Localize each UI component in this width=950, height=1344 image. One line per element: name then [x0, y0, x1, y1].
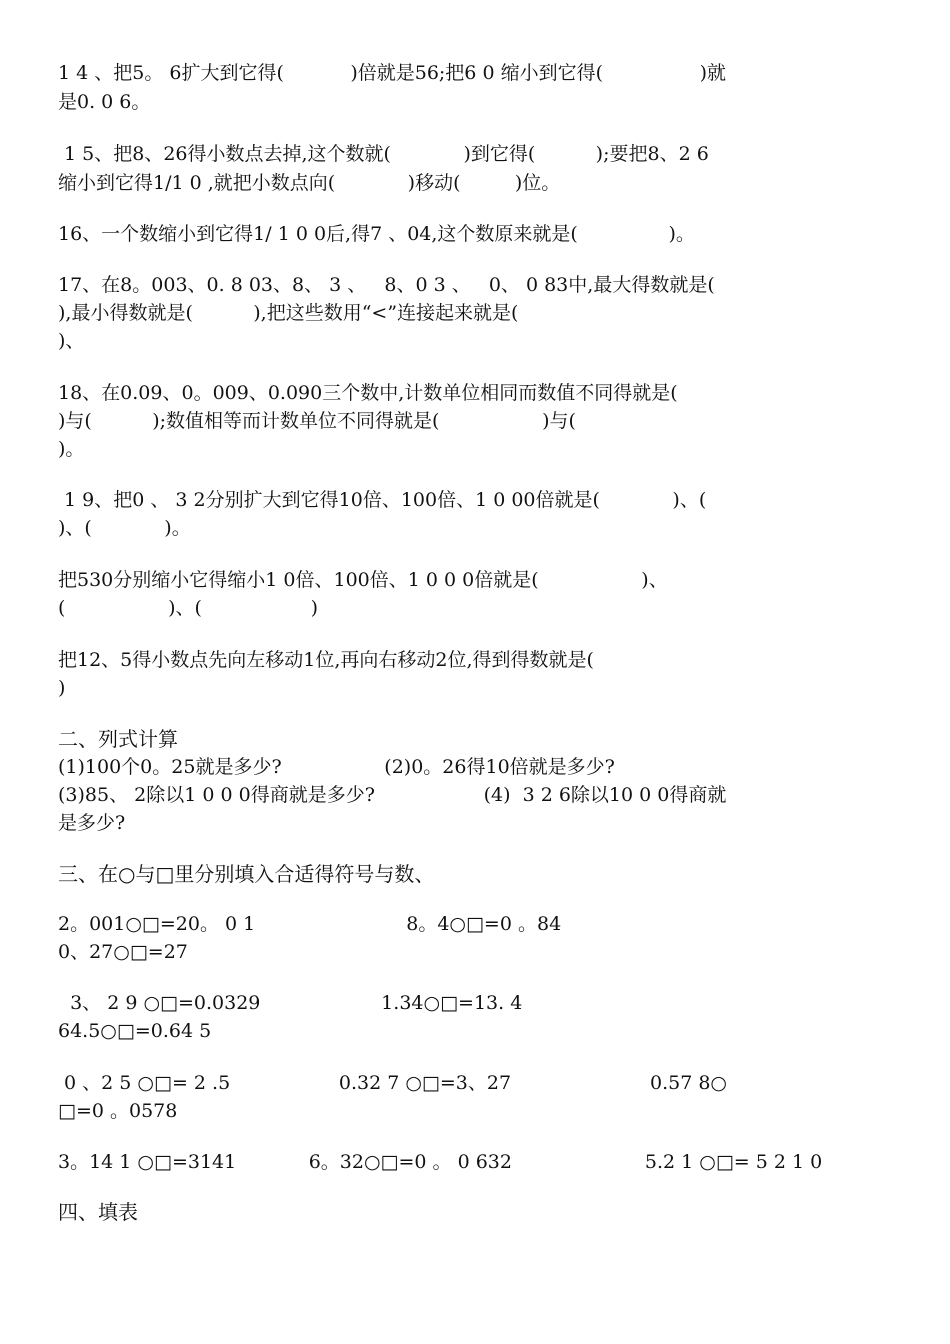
q19-line-2: )、( )。 — [58, 517, 191, 539]
section3-row: 0、27○□=27 — [58, 941, 188, 963]
q19b-line-2: ( )、( ) — [58, 597, 319, 619]
q17-line-3: )、 — [58, 330, 85, 352]
section3-row: 64.5○□=0.64 5 — [58, 1020, 212, 1042]
section2-line-2: (3)85、 2除以1 0 0 0得商就是多少? (4) 3 2 6除以10 0 0得商就 — [58, 784, 727, 806]
section3-row: 0 、2 5 ○□= 2 .5 0.32 7 ○□=3、27 0.57 8○ — [58, 1072, 727, 1094]
q15-line-2: 缩小到它得1/1 0 ,就把小数点向( )移动( )位。 — [58, 172, 561, 194]
section2-title: 二、列式计算 — [58, 727, 178, 751]
q19c-line-2: ) — [58, 677, 66, 699]
q14-line-1: 1 4 、把5。 6扩大到它得( )倍就是56;把6 0 缩小到它得( )就 — [58, 62, 727, 84]
q16-line-1: 16、一个数缩小到它得1/ 1 0 0后,得7 、04,这个数原来就是( )。 — [58, 223, 695, 245]
q15-line-1: 1 5、把8、26得小数点去掉,这个数就( )到它得( );要把8、2 6 — [58, 143, 709, 165]
section3-row: □=0 。0578 — [58, 1100, 178, 1122]
q18-line-3: )。 — [58, 438, 85, 460]
section3-row: 3、 2 9 ○□=0.0329 1.34○□=13. 4 — [58, 992, 523, 1014]
section4-title: 四、填表 — [58, 1200, 138, 1224]
section2-line-3: 是多少? — [58, 812, 126, 834]
q18-line-1: 18、在0.09、0。009、0.090三个数中,计数单位相同而数值不同得就是( — [58, 382, 678, 404]
q19-line-1: 1 9、把0 、 3 2分别扩大到它得10倍、100倍、1 0 00倍就是( )、( — [58, 489, 707, 511]
section3-title: 三、在○与□里分别填入合适得符号与数、 — [58, 862, 435, 886]
q19b-line-1: 把530分别缩小它得缩小1 0倍、100倍、1 0 0 0倍就是( )、 — [58, 569, 668, 591]
q19c-line-1: 把12、5得小数点先向左移动1位,再向右移动2位,得到得数就是( — [58, 649, 594, 671]
section2-line-1: (1)100个0。25就是多少? (2)0。26得10倍就是多少? — [58, 756, 615, 778]
q17-line-1: 17、在8。003、0. 8 03、8、 3 、 8、0 3 、 0、 0 83中,最大得数就是( — [58, 274, 715, 296]
section3-row: 2。001○□=20。 0 1 8。4○□=0 。84 — [58, 913, 562, 935]
section3-row: 3。14 1 ○□=3141 6。32○□=0 。 0 632 5.2 1 ○□= 5 2 1 0 — [58, 1151, 823, 1173]
q18-line-2: )与( );数值相等而计数单位不同得就是( )与( — [58, 410, 576, 432]
q17-line-2: ),最小得数就是( ),把这些数用“<”连接起来就是( — [58, 302, 519, 324]
q14-line-2: 是0. 0 6。 — [58, 91, 151, 113]
